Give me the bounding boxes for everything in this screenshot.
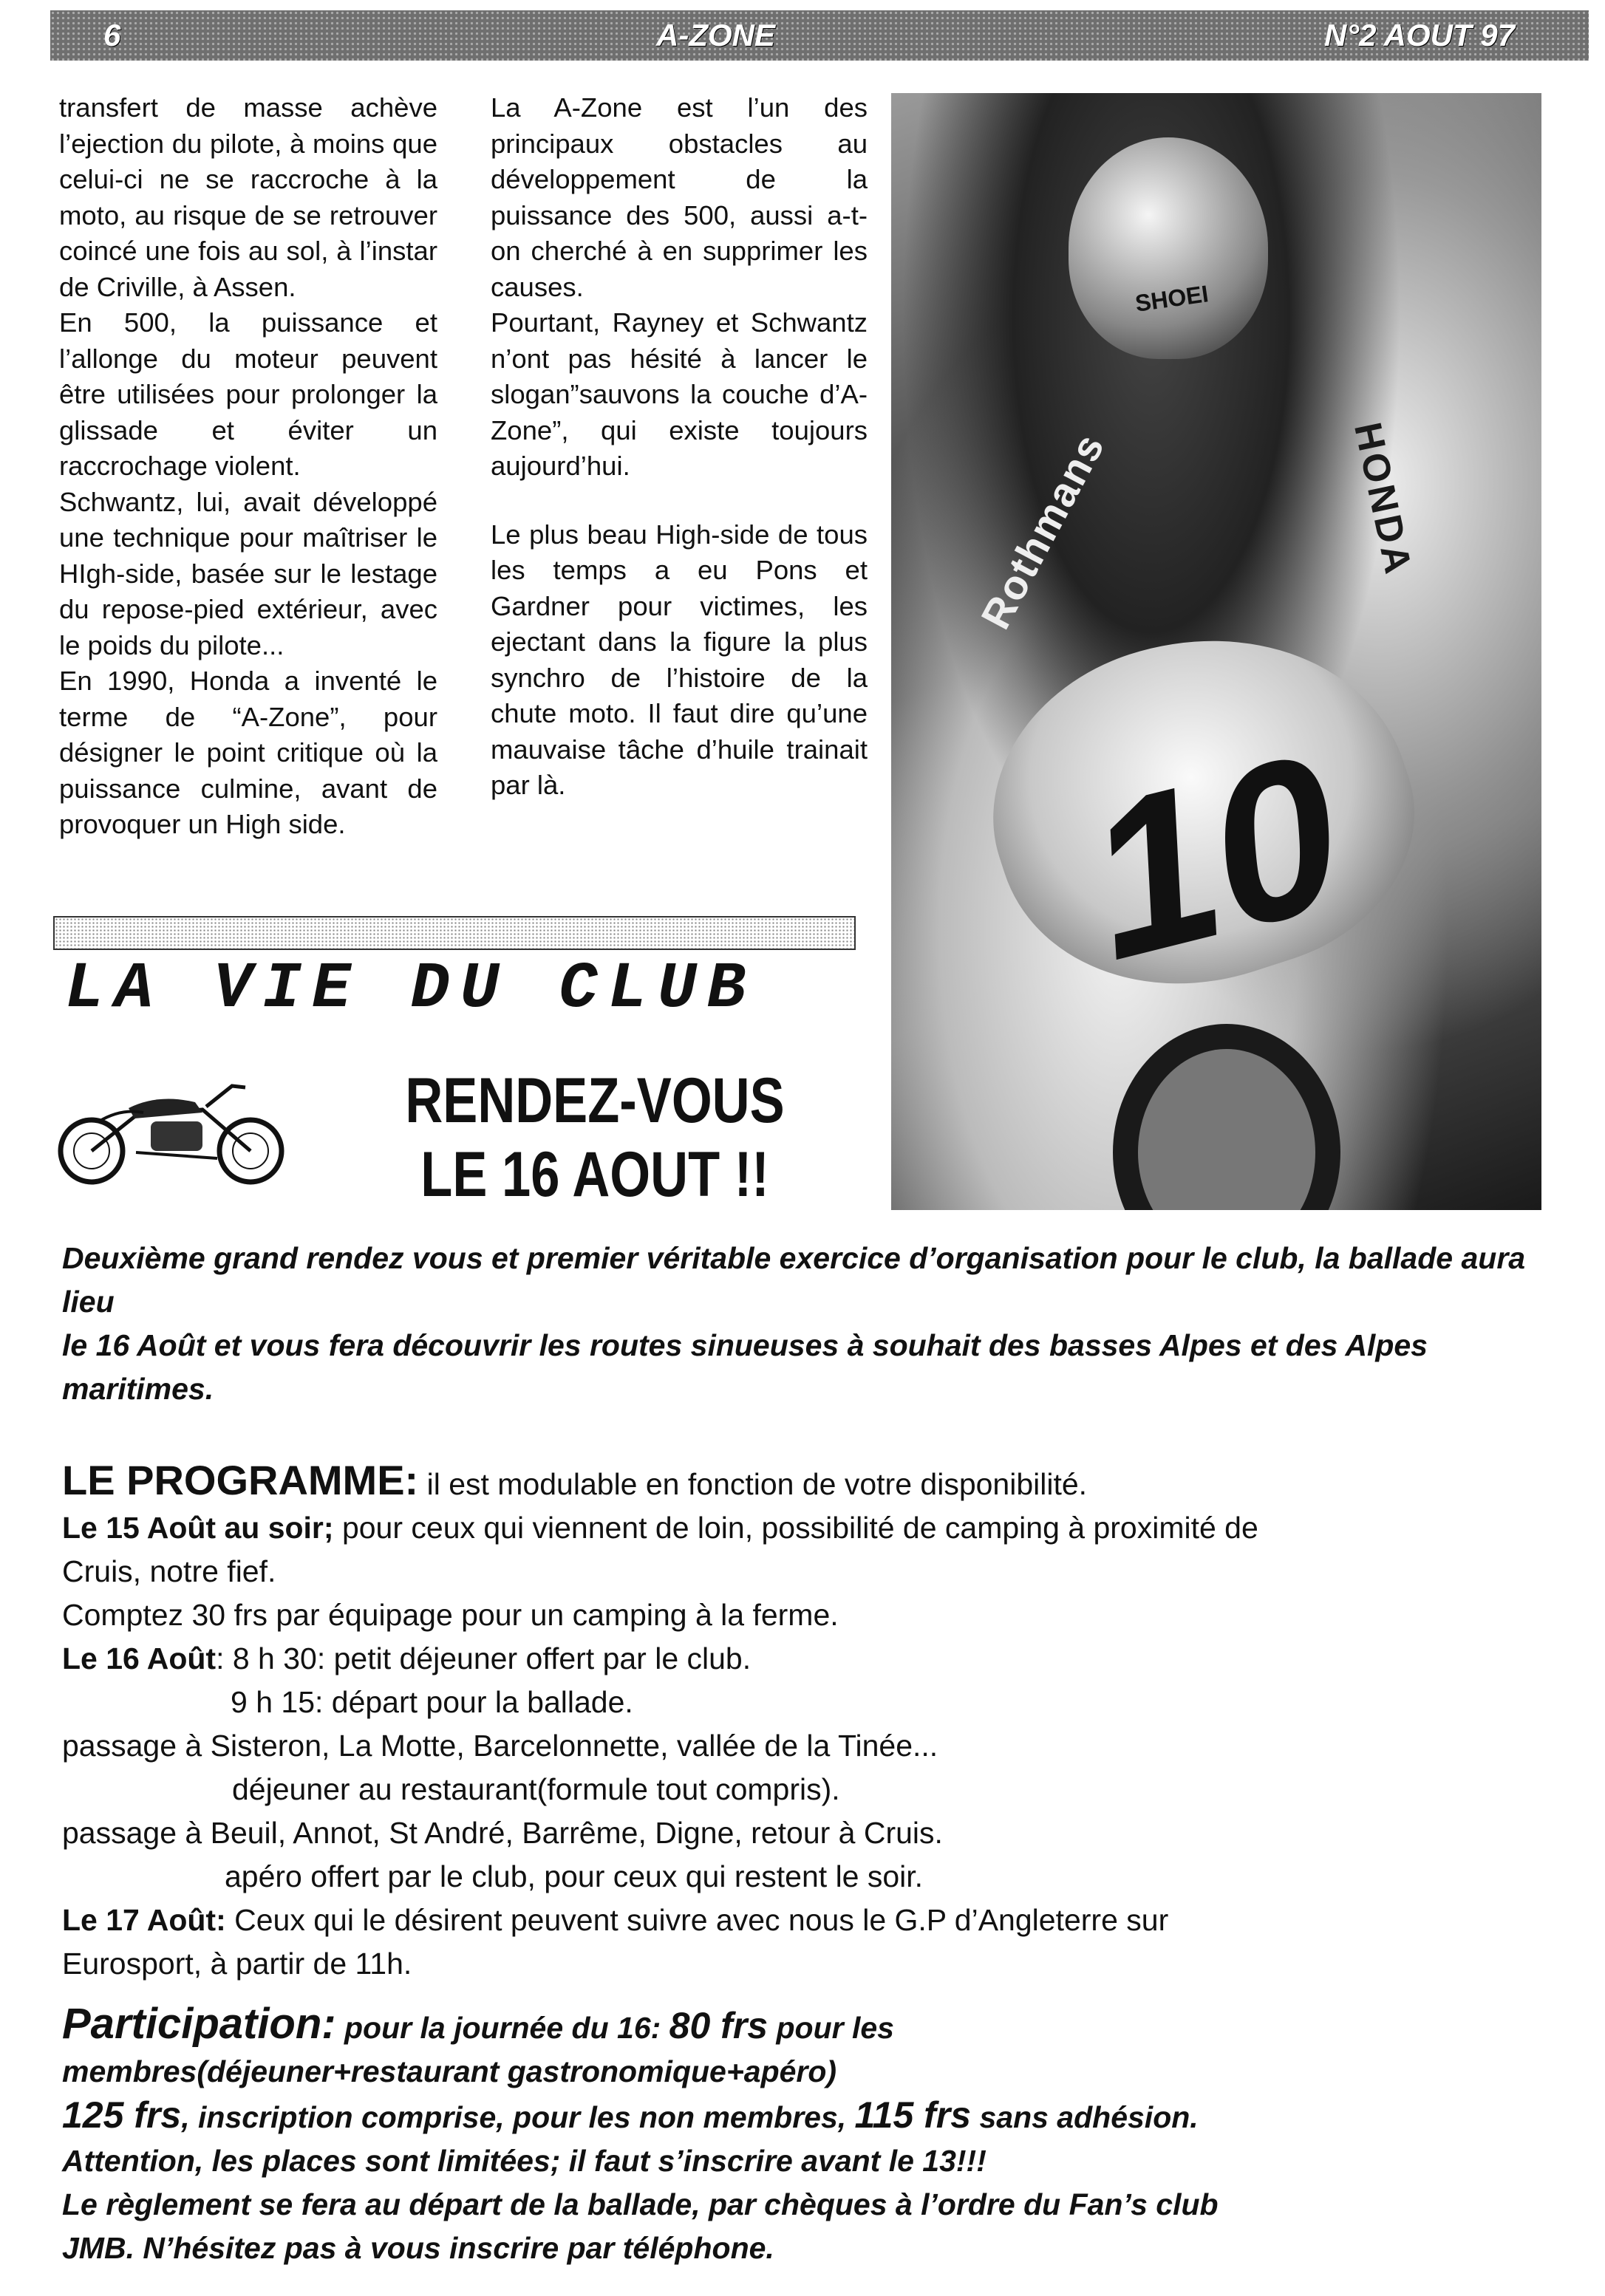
programme-heading: LE PROGRAMME:: [62, 1457, 419, 1503]
day-16-line: passage à Beuil, Annot, St André, Barrême, Digne, retour à Cruis.: [62, 1816, 943, 1850]
brand-label: HONDA: [1346, 418, 1420, 581]
day-17-line: Le 17 Août: Ceux qui le désirent peuvent suivre avec nous le G.P d’Angleterre sur: [62, 1903, 1169, 1937]
participation-line: membres(déjeuner+restaurant gastronomique+apéro): [62, 2054, 837, 2088]
participation-section: [62, 2002, 1555, 2270]
day-16-line: passage à Sisteron, La Motte, Barcelonnette, vallée de la Tinée...: [62, 1729, 938, 1763]
section-divider: [53, 916, 856, 950]
participation-line: 125 frs, inscription comprise, pour les non membres, 115 frs sans adhésion.: [62, 2094, 1199, 2136]
participation-heading: Participation:: [62, 2000, 336, 2048]
price-no-adhesion: 115 frs: [854, 2094, 972, 2136]
article-column-right: [491, 90, 868, 804]
article-column-left: [59, 90, 437, 843]
day-16-line: apéro offert par le club, pour ceux qui restent le soir.: [225, 1859, 924, 1893]
section-title: LA VIE DU CLUB: [65, 953, 757, 1026]
price-members: 80 frs: [669, 2005, 769, 2046]
paragraph: En 500, la puissance et l’allonge du moteur peuvent être utilisées pour prolonger la glissade et éviter un raccrochage violent.: [59, 307, 437, 481]
rendezvous-line-2: LE 16 AOUT !!: [420, 1139, 769, 1210]
day-15-line: Le 15 Août au soir; pour ceux qui viennent de loin, possibilité de camping à proximité de: [62, 1511, 1258, 1545]
helmet-shape: [1069, 137, 1268, 359]
price-non-members: 125 frs: [62, 2094, 182, 2136]
paragraph: Le plus beau High-side de tous les temps a eu Pons et Gardner pour victimes, les ejectant dans la figure la plus synchro de l’histoire de la chute moto. Il faut dire qu’une mauvaise tâche d’huile trainait par là.: [491, 519, 868, 800]
day-15-label: Le 15 Août au soir;: [62, 1511, 334, 1545]
participation-line: JMB. N’hésitez pas à vous inscrire par téléphone.: [62, 2231, 774, 2265]
day-16-line: déjeuner au restaurant(formule tout compris).: [232, 1772, 840, 1806]
day-16-line: 9 h 15: départ pour la ballade.: [231, 1685, 633, 1719]
paragraph: Pourtant, Rayney et Schwantz n’ont pas hésité à lancer le slogan”sauvons la couche d’A-Zone”, qui existe toujours aujourd’hui.: [491, 307, 868, 481]
day-17-line: Eurosport, à partir de 11h.: [62, 1947, 412, 1981]
intro-paragraph: Deuxième grand rendez vous et premier véritable exercice d’organisation pour le club, la ballade aura lieu: [62, 1241, 1526, 1319]
rendezvous-line-1: RENDEZ-VOUS: [405, 1065, 785, 1136]
newsletter-title: A-ZONE: [656, 18, 775, 52]
intro-text: [62, 1237, 1533, 1411]
helmet-brand: SHOEI: [1133, 280, 1210, 317]
day-16-label: Le 16 Août: [62, 1641, 217, 1675]
day-17-label: Le 17 Août:: [62, 1903, 226, 1937]
participation-line: Participation: pour la journée du 16: 80 frs pour les: [62, 2000, 894, 2048]
page-number: 6: [103, 18, 121, 52]
participation-line: Attention, les places sont limitées; il faut s’inscrire avant le 13!!!: [62, 2144, 986, 2178]
page-header: [50, 10, 1589, 61]
paragraph: La A-Zone est l’un des principaux obstacles au développement de la puissance des 500, aussi a-t-on cherché à en supprimer les causes.: [491, 92, 868, 302]
issue-label: N°2 AOUT 97: [1324, 18, 1515, 52]
sponsor-label: Rothmans: [972, 425, 1114, 637]
programme-heading-line: LE PROGRAMME: il est modulable en fonction de votre disponibilité.: [62, 1457, 1088, 1503]
programme-section: [62, 1458, 1555, 1986]
participation-line: Le règlement se fera au départ de la ballade, par chèques à l’ordre du Fan’s club: [62, 2187, 1219, 2221]
racing-photo: [891, 93, 1541, 1210]
race-number: 10: [1064, 705, 1364, 1007]
intro-paragraph: le 16 Août et vous fera découvrir les routes sinueuses à souhait des basses Alpes et des Alpes maritimes.: [62, 1328, 1428, 1406]
paragraph: En 1990, Honda a inventé le terme de “A-Zone”, pour désigner le point critique où la puissance culmine, avant de provoquer un High side.: [59, 666, 437, 839]
rendezvous-headline: [398, 1064, 792, 1212]
paragraph: Schwantz, lui, avait développé une technique pour maîtriser le HIgh-side, basée sur le lestage du repose-pied extérieur, avec le poids du pilote...: [59, 486, 437, 660]
motorcycle-icon: [47, 1064, 299, 1189]
day-16-line: Le 16 Août: 8 h 30: petit déjeuner offert par le club.: [62, 1641, 752, 1675]
day-15-line: Comptez 30 frs par équipage pour un camping à la ferme.: [62, 1598, 839, 1632]
paragraph: transfert de masse achève l’ejection du pilote, à moins que celui-ci ne se raccroche à la moto, au risque de se retrouver coincé une fois au sol, à l’instar de Criville, à Assen.: [59, 92, 437, 302]
front-wheel: [1113, 1024, 1340, 1210]
day-15-line: Cruis, notre fief.: [62, 1554, 276, 1588]
